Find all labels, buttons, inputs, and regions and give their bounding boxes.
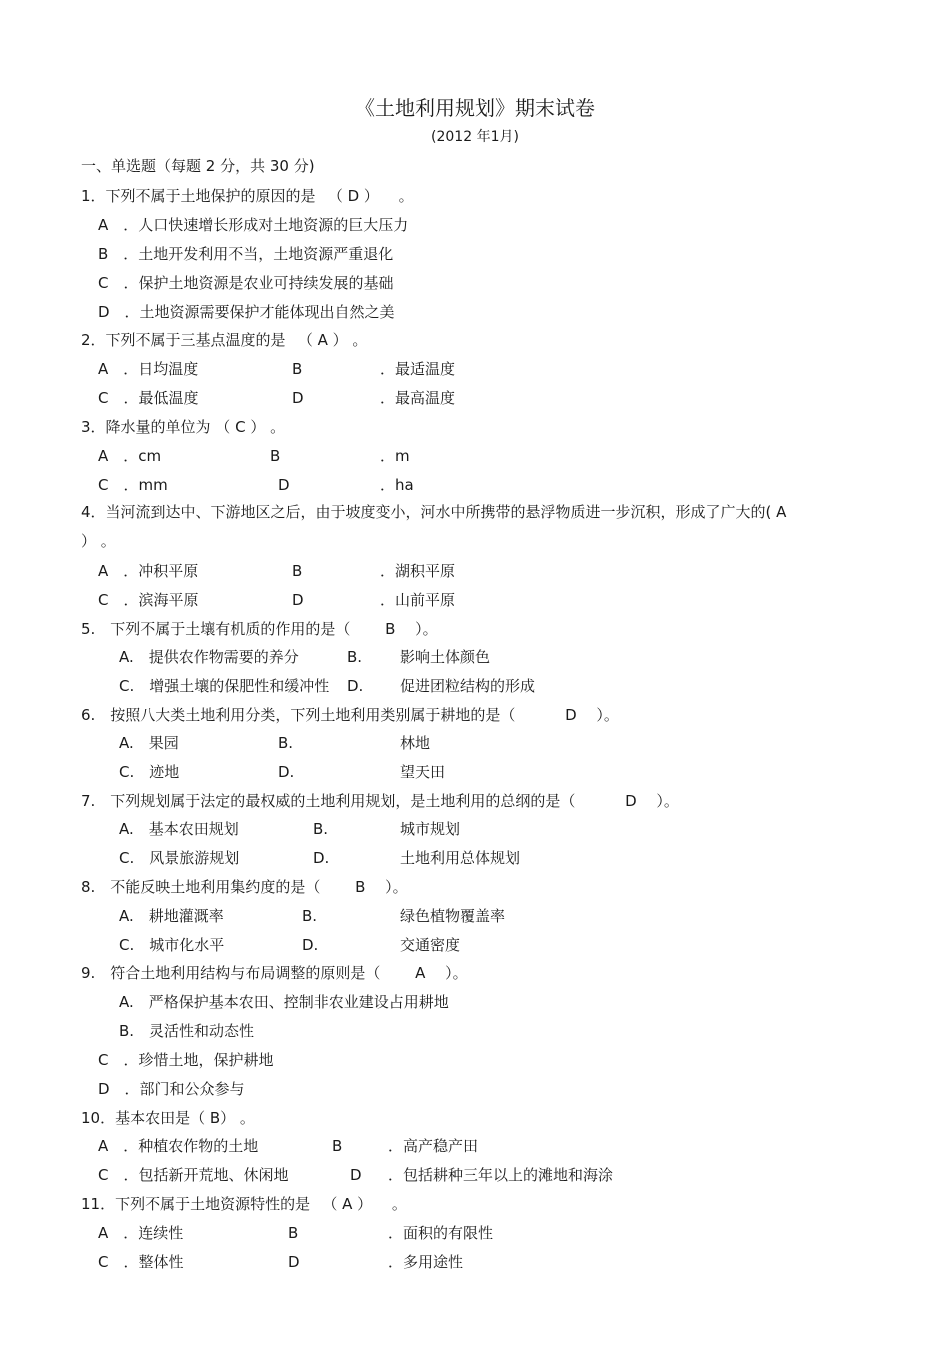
q7-option-b-letter: B. (313, 820, 329, 838)
q9-option-a: A. 严格保护基本农田、控制非农业建设占用耕地 (119, 993, 449, 1011)
page-title: 《土地利用规划》期末试卷 (355, 96, 595, 120)
q7-option-c: C. 风景旅游规划 (119, 849, 240, 867)
q3-option-d-letter: D (278, 476, 290, 494)
q9-option-b: B. 灵活性和动态性 (119, 1022, 255, 1040)
question-9: 9. 符合土地利用结构与布局调整的原则是（ A ）。 (81, 964, 468, 982)
question-11: 11．下列不属于土地资源特性的是 （ A ） 。 (81, 1195, 407, 1213)
q5-option-c: C. 增强土壤的保肥性和缓冲性 (119, 677, 330, 695)
q7-option-d-letter: D. (313, 849, 330, 867)
q1-option-c: C ．保护土地资源是农业可持续发展的基础 (98, 274, 394, 292)
q4-option-d-letter: D (292, 591, 304, 609)
q11-option-a: A ．连续性 (98, 1224, 184, 1242)
q3-option-d: ．ha (380, 476, 414, 494)
q10-option-d: ．包括耕种三年以上的滩地和海涂 (388, 1166, 614, 1184)
q11-option-b-letter: B (288, 1224, 299, 1242)
q11-option-c: C ．整体性 (98, 1253, 184, 1271)
q9-option-c: C ．珍惜土地，保护耕地 (98, 1051, 274, 1069)
q10-option-d-letter: D (350, 1166, 362, 1184)
question-2: 2．下列不属于三基点温度的是 （ A ） 。 (81, 331, 368, 349)
q7-option-d: 土地利用总体规划 (400, 849, 521, 867)
q8-option-b: 绿色植物覆盖率 (400, 907, 506, 925)
q4-option-b-letter: B (292, 562, 303, 580)
q6-option-a: A. 果园 (119, 734, 179, 752)
q8-option-a: A. 耕地灌溉率 (119, 907, 224, 925)
q9-option-d: D ．部门和公众参与 (98, 1080, 245, 1098)
q2-option-c: C ．最低温度 (98, 389, 199, 407)
q8-option-d-letter: D. (302, 936, 319, 954)
q3-option-c: C ．mm (98, 476, 168, 494)
q7-option-b: 城市规划 (400, 820, 461, 838)
q1-option-d: D ．土地资源需要保护才能体现出自然之美 (98, 303, 395, 321)
question-6: 6. 按照八大类土地利用分类，下列土地利用类别属于耕地的是（ D ）。 (81, 706, 619, 724)
q5-option-b-letter: B. (347, 648, 363, 666)
q5-option-b: 影响土体颜色 (400, 648, 491, 666)
question-3: 3．降水量的单位为 （ C ） 。 (81, 418, 286, 436)
q4-option-d: ．山前平原 (380, 591, 456, 609)
q4-option-a: A ．冲积平原 (98, 562, 199, 580)
q6-option-d-letter: D. (278, 763, 295, 781)
q3-option-a: A ．cm (98, 447, 162, 465)
q10-option-b: ．高产稳产田 (388, 1137, 479, 1155)
question-1: 1．下列不属于土地保护的原因的是 （ D ） 。 (81, 187, 414, 205)
question-8: 8. 不能反映土地利用集约度的是（ B ）。 (81, 878, 408, 896)
exam-date: (2012 年1月) (431, 129, 519, 145)
q6-option-d: 望天田 (400, 763, 446, 781)
q8-option-b-letter: B. (302, 907, 318, 925)
question-5: 5. 下列不属于土壤有机质的作用的是（ B ）。 (81, 620, 438, 638)
section-heading: 一、单选题（每题 2 分，共 30 分) (81, 157, 315, 175)
q1-option-b: B ．土地开发利用不当，土地资源严重退化 (98, 245, 394, 263)
q3-option-b: ．m (380, 447, 410, 465)
q8-option-d: 交通密度 (400, 936, 461, 954)
q10-option-c: C ．包括新开荒地、休闲地 (98, 1166, 289, 1184)
q7-option-a: A. 基本农田规划 (119, 820, 239, 838)
q2-option-b: ．最适温度 (380, 360, 456, 378)
q8-option-c: C. 城市化水平 (119, 936, 225, 954)
q2-option-d: ．最高温度 (380, 389, 456, 407)
q11-option-b: ．面积的有限性 (388, 1224, 494, 1242)
q1-option-a: A ．人口快速增长形成对土地资源的巨大压力 (98, 216, 409, 234)
q4-option-c: C ．滨海平原 (98, 591, 199, 609)
q3-option-b-letter: B (270, 447, 281, 465)
q11-option-d-letter: D (288, 1253, 300, 1271)
question-7: 7. 下列规划属于法定的最权威的土地利用规划，是土地利用的总纲的是（ D ）。 (81, 792, 679, 810)
q2-option-a: A ．日均温度 (98, 360, 199, 378)
q4-option-b: ．湖积平原 (380, 562, 456, 580)
q5-option-d-letter: D. (347, 677, 364, 695)
q6-option-b: 林地 (400, 734, 431, 752)
q2-option-b-letter: B (292, 360, 303, 378)
q10-option-b-letter: B (332, 1137, 343, 1155)
q6-option-b-letter: B. (278, 734, 294, 752)
q5-option-d: 促进团粒结构的形成 (400, 677, 536, 695)
q2-option-d-letter: D (292, 389, 304, 407)
q5-option-a: A. 提供农作物需要的养分 (119, 648, 299, 666)
q11-option-d: ．多用途性 (388, 1253, 464, 1271)
q10-option-a: A ．种植农作物的土地 (98, 1137, 259, 1155)
q6-option-c: C. 迹地 (119, 763, 180, 781)
question-4: 4．当河流到达中、下游地区之后，由于坡度变小，河水中所携带的悬浮物质进一步沉积，形成了广大的( A ） 。 (81, 503, 787, 550)
question-10: 10．基本农田是（ B） 。 (81, 1109, 255, 1127)
